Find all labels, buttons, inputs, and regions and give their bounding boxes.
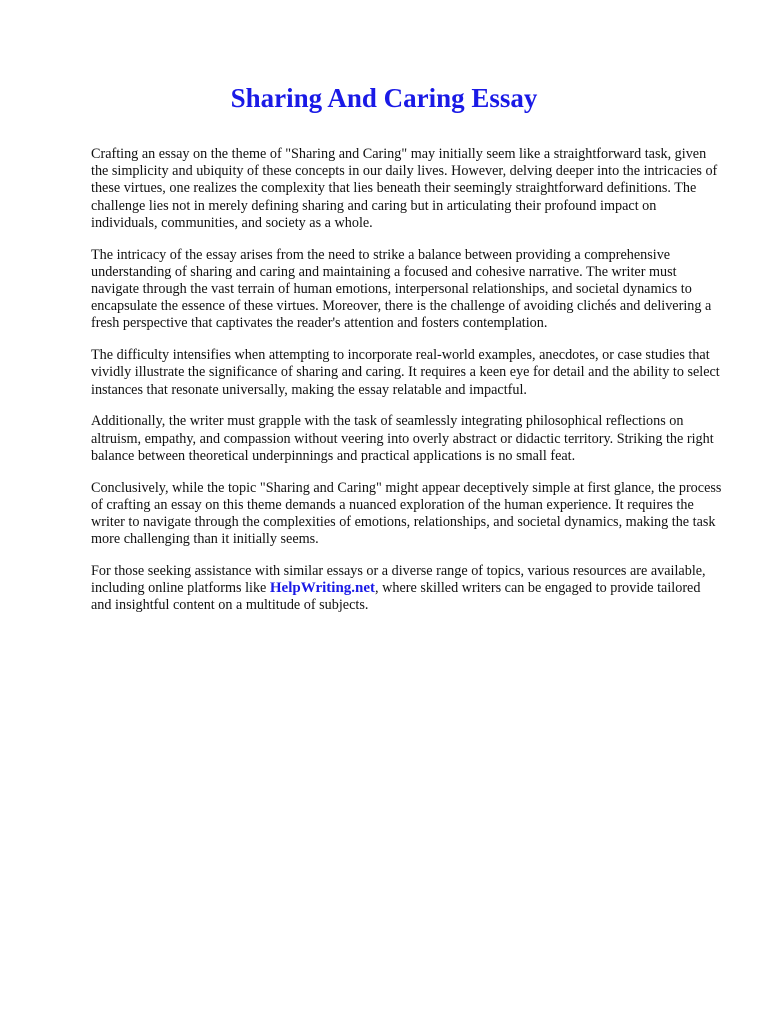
paragraph-intricacy: The intricacy of the essay arises from the need to strike a balance between providing a comprehensive understanding of sharing and caring and maintaining a focused and cohesive narrative. The writer must navigate through the vast terrain of human emotions, interpersonal relationships, and societal dynamics to encapsulate the essence of these virtues. Moreover, there is the challenge of avoiding clichés and delivering a fresh perspective that captivates the reader's attention and fosters contemplation. [91, 246, 712, 332]
paragraph-intro: Crafting an essay on the theme of "Sharing and Caring" may initially seem like a straightforward task, given the simplicity and ubiquity of these concepts in our daily lives. However, delving deeper into the intricacies of these virtues, one realizes the complexity that lies beneath their seemingly straightforward definitions. The challenge lies not in merely defining sharing and caring but in articulating their profound impact on individuals, communities, and society as a whole. [91, 146, 718, 231]
paragraph-additionally: Additionally, the writer must grapple with the task of seamlessly integrating philosophical reflections on altruism, empathy, and compassion without veering into overly abstract or didactic territory. Striking the right balance between theoretical underpinnings and practical applications is no small feat. [91, 413, 714, 464]
paragraph-closing [91, 563, 723, 615]
paragraph-difficulty: The difficulty intensifies when attempting to incorporate real-world examples, anecdotes, or case studies that vividly illustrate the significance of sharing and caring. It requires a keen eye for detail and the ability to select instances that resonate universally, making the essay relatable and impactful. [91, 347, 720, 398]
closing-text-after-link: , where skilled writers can be engaged to provide tailored and insightful content on a multitude of subjects. [91, 580, 701, 614]
helpwriting-link[interactable]: HelpWriting.net [269, 580, 376, 597]
page-title: Sharing And Caring Essay [230, 83, 538, 113]
essay-body [91, 146, 723, 629]
paragraph-conclusion: Conclusively, while the topic "Sharing and Caring" might appear deceptively simple at first glance, the process of crafting an essay on this theme demands a nuanced exploration of the human experience. It requires the writer to navigate through the complexities of emotions, relationships, and societal dynamics, making the task more challenging than it initially seems. [91, 479, 722, 548]
closing-text-before-link: For those seeking assistance with similar essays or a diverse range of topics, various resources are available, including online platforms like [91, 563, 706, 597]
